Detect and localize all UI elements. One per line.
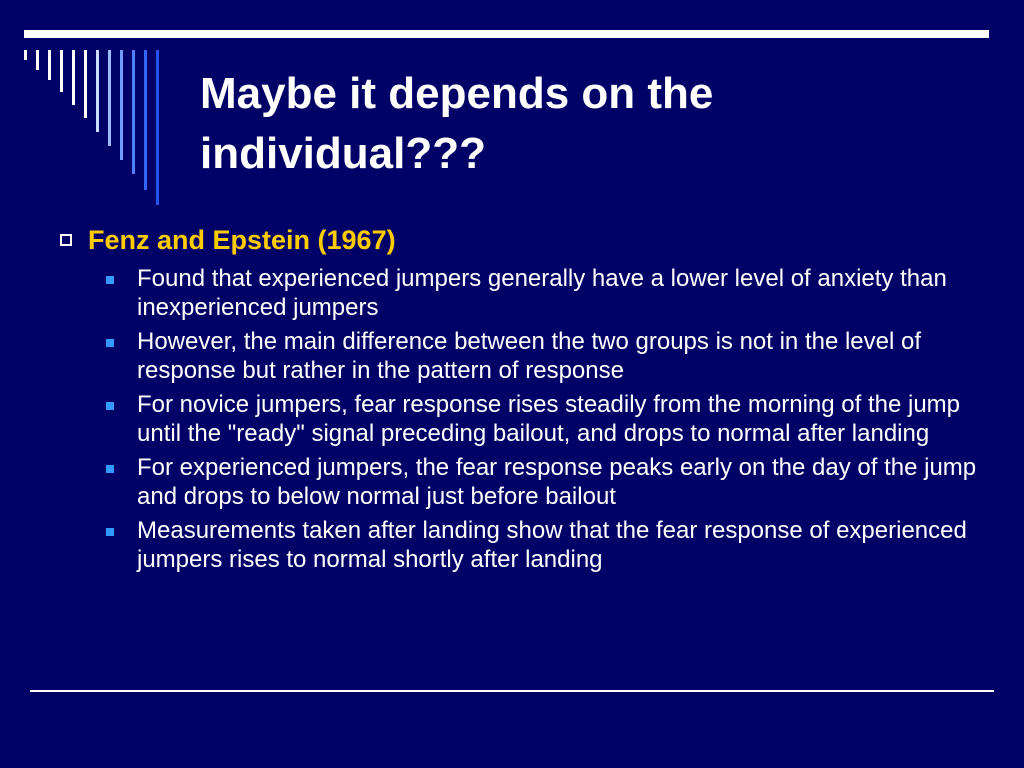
list-item-text: For novice jumpers, fear response rises steadily from the morning of the jump until the "ready" signal preceding bailout, and drops to normal after landing <box>137 391 961 447</box>
main-point-text: Fenz and Epstein (1967) <box>88 225 396 255</box>
stripe <box>120 50 123 160</box>
stripe <box>60 50 63 92</box>
stripe <box>144 50 147 190</box>
stripe <box>48 50 51 80</box>
list-item <box>104 264 984 322</box>
stripe <box>156 50 159 205</box>
square-bullet-icon <box>106 339 114 347</box>
stripe <box>84 50 87 118</box>
hollow-square-bullet-icon <box>60 234 72 246</box>
stripe <box>72 50 75 105</box>
list-item-text: Measurements taken after landing show that the fear response of experienced jumpers rises to normal shortly after landing <box>137 517 967 573</box>
stripe <box>24 50 27 60</box>
list-item-text: Found that experienced jumpers generally have a lower level of anxiety than inexperienced jumpers <box>137 265 947 321</box>
square-bullet-icon <box>106 276 114 284</box>
decorative-stripes <box>24 50 174 210</box>
list-item <box>104 453 984 511</box>
slide-title: Maybe it depends on the individual??? <box>200 69 714 178</box>
list-item <box>104 327 984 385</box>
main-point <box>60 224 396 256</box>
top-rule <box>24 30 989 38</box>
stripe <box>96 50 99 132</box>
square-bullet-icon <box>106 465 114 473</box>
list-item <box>104 516 984 574</box>
stripe <box>132 50 135 174</box>
list-item-text: For experienced jumpers, the fear response peaks early on the day of the jump and drops to below normal just before bailout <box>137 454 977 510</box>
square-bullet-icon <box>106 402 114 410</box>
stripe <box>108 50 111 146</box>
list-item <box>104 390 984 448</box>
sub-point-list <box>104 264 984 579</box>
stripe <box>36 50 39 70</box>
bottom-rule <box>30 690 994 692</box>
list-item-text: However, the main difference between the two groups is not in the level of response but rather in the pattern of response <box>137 328 922 384</box>
square-bullet-icon <box>106 528 114 536</box>
